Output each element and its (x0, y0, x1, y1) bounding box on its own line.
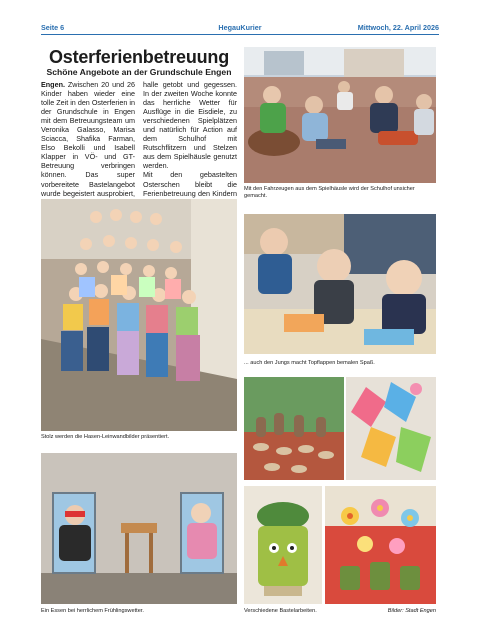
photo-paper-crafts (346, 377, 436, 480)
page-number: Seite 6 (41, 23, 65, 32)
photo-lunch-outdoors (41, 453, 237, 604)
column-2-paragraph-1: halle getobt und gegessen. In der zweiten Woche konnte das herrliche Wetter für Ausflüge in die Eisdiele, zu verschiedenen Spielplätzen und natürlich für Action auf dem Schulhof mit Rutschflitzern und Stelzen aus dem Spielhäusle genutzt werden. (143, 80, 237, 171)
dateline: Engen. (41, 80, 65, 89)
page-header (41, 22, 439, 35)
photo-pot-craft (244, 486, 322, 604)
caption-group: Stolz werden die Hasen-Leinwandbilder präsentiert. (41, 434, 170, 440)
newspaper-name: HegauKurier (218, 23, 262, 32)
photo-bunny-crafts (244, 377, 344, 480)
column-1-text: Zwischen 20 und 26 Kinder haben wieder eine tolle Zeit in den Osterferien in der Grundschule in Engen mit dem Betreuungsteam um Veronika Galasso, Marisa Sciacca, Shafika Farman, Elso Bekolli und Isabell Klapper in VÖ- und GT-Betreuung verbringen können. Das super vorbereitete Bastelangebot wurde begeistert ausprobiert, (41, 80, 135, 198)
caption-crafts: Verschiedene Bastelarbeiten. (244, 608, 317, 614)
photo-schoolyard-vehicles (244, 47, 436, 183)
article-column-2 (143, 80, 237, 216)
caption-lunch: Ein Essen bei herrlichem Frühlingswetter. (41, 608, 144, 614)
column-2-paragraph-2: Mit den gebastelten Osterschen bleibt die Ferienbetreuung den Kindern (143, 170, 237, 198)
photo-boys-painting (244, 214, 436, 354)
photo-group-bunny-paintings (41, 199, 237, 431)
issue-date: Mittwoch, 22. April 2026 (357, 23, 439, 32)
caption-boys: ... auch den Jungs macht Topflappen bemalen Spaß. (244, 360, 375, 366)
article-title: Osterferienbetreuung (48, 47, 230, 67)
article-column-1 (41, 80, 135, 216)
photo-credit: Bilder: Stadt Engen (387, 608, 436, 614)
caption-vehicles: Mit den Fahrzeugen aus dem Spielhäusle wird der Schulhof unsicher gemacht. (244, 186, 415, 199)
article-subtitle: Schöne Angebote an der Grundschule Engen (46, 67, 232, 77)
photo-flower-crafts (325, 486, 436, 604)
